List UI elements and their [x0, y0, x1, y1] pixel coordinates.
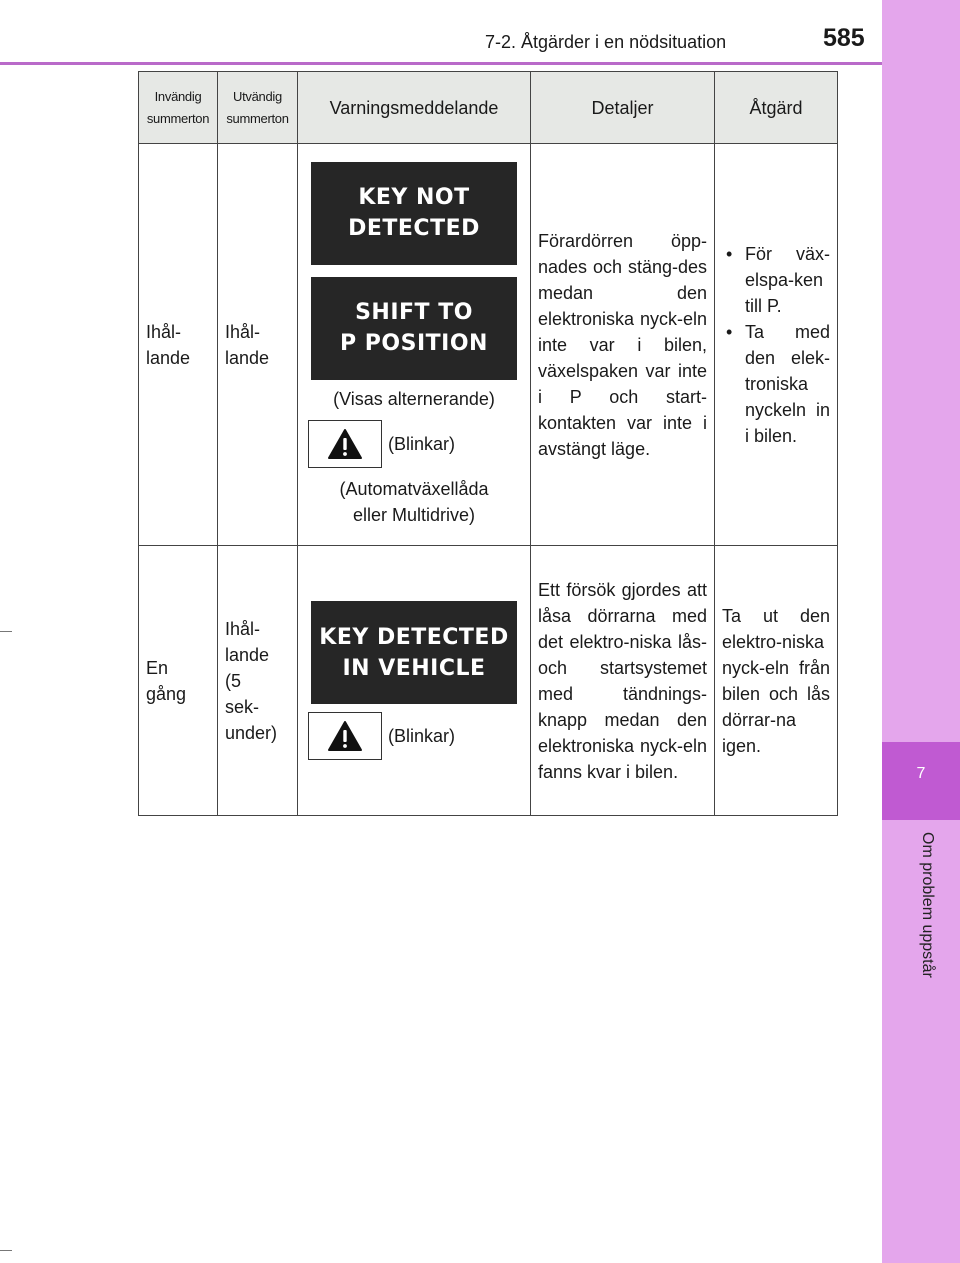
column-header-action: Åtgärd	[715, 72, 838, 144]
column-header-details: Detaljer	[531, 72, 715, 144]
blink-caption: (Blinkar)	[388, 433, 456, 454]
action-item: • Ta med den elek-troniska nyckeln in i bilen.	[722, 319, 830, 449]
chapter-number: 7	[916, 765, 926, 782]
column-header-exterior-buzzer: Utvändig summerton	[218, 72, 298, 144]
transmission-note: (Automatväxellåda eller Multidrive)	[339, 478, 489, 525]
header-rule	[0, 62, 882, 65]
details-cell: Ett försök gjordes att låsa dörrarna med det elektro-niska lås- och startsystemet med tändnings-knapp medan den elektroniska nyck-eln fanns kvar i bilen.	[531, 546, 715, 816]
action-cell: Ta ut den elektro-niska nyck-eln från bilen och lås dörrar-na igen.	[715, 546, 838, 816]
action-list	[722, 241, 830, 449]
trim-mark	[0, 631, 12, 632]
warning-table	[138, 71, 838, 816]
details-cell: Förardörren öpp-nades och stäng-des medan den elektroniska nyck-eln inte var i bilen, växelspaken var inte i P och start-kontakten var inte i avstängt läge.	[531, 144, 715, 546]
chapter-tab	[882, 0, 960, 1263]
table-row	[139, 144, 838, 546]
column-header-interior-buzzer: Invändig summerton	[139, 72, 218, 144]
page-number: 585	[823, 24, 865, 52]
exterior-buzzer-cell: Ihål- lande	[218, 144, 298, 546]
warning-indicator	[308, 420, 524, 468]
warning-triangle-icon	[308, 420, 382, 468]
warning-indicator	[308, 712, 524, 760]
exterior-buzzer-cell: Ihål- lande (5 sek- under)	[218, 546, 298, 816]
table-header-row	[139, 72, 838, 144]
alternating-caption: (Visas alternerande)	[333, 388, 495, 409]
column-header-warning-message: Varningsmeddelande	[298, 72, 531, 144]
action-item: • För väx-elspa-ken till P.	[722, 241, 830, 319]
display-screen-key-not-detected: KEY NOT DETECTED	[311, 162, 517, 265]
warning-message-cell	[298, 546, 531, 816]
interior-buzzer-cell: En gång	[139, 546, 218, 816]
action-cell	[715, 144, 838, 546]
section-title: 7-2. Åtgärder i en nödsituation	[485, 32, 727, 52]
display-screen-key-detected-in-vehicle: KEY DETECTED IN VEHICLE	[311, 601, 517, 704]
interior-buzzer-cell: Ihål- lande	[139, 144, 218, 546]
blink-caption: (Blinkar)	[388, 726, 456, 746]
chapter-label: Om problem uppstår	[919, 832, 936, 978]
trim-mark	[0, 1250, 12, 1251]
display-screen-shift-to-p: SHIFT TO P POSITION	[311, 277, 517, 380]
warning-triangle-icon	[308, 712, 382, 760]
warning-message-cell	[298, 144, 531, 546]
table-row	[139, 546, 838, 816]
